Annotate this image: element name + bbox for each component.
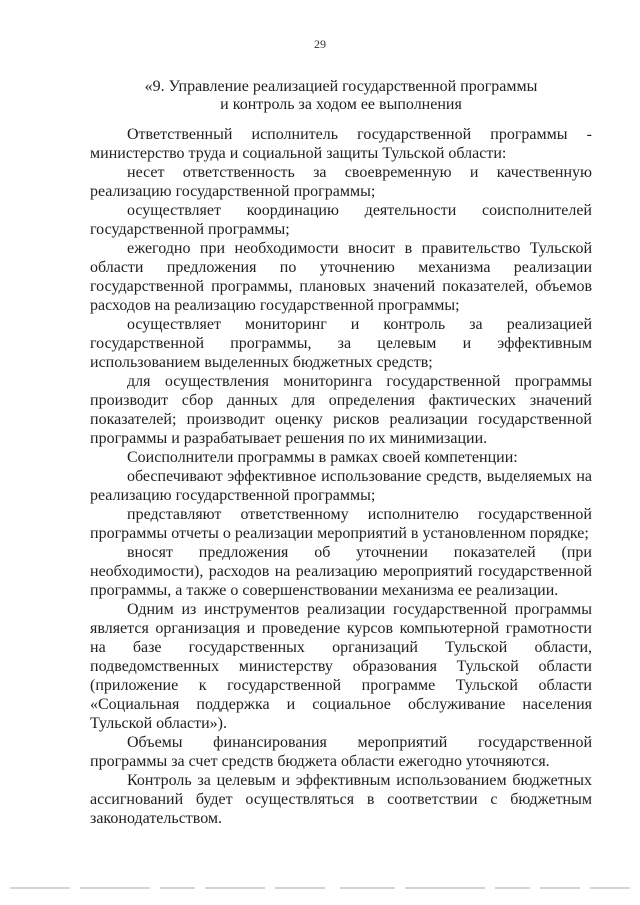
section-heading xyxy=(90,78,592,114)
paragraph-budget-control: Контроль за целевым и эффективным использованием бюджетных ассигнований будет осуществляться в соответствии с бюджетным законодательством. xyxy=(90,772,592,827)
paragraph-financing: Объемы финансирования мероприятий государственной программы за счет средств бюджета области ежегодно уточняются. xyxy=(90,734,592,770)
paragraph-responsible-executor: Ответственный исполнитель государственной программы - министерство труда и социальной защиты Тульской области: xyxy=(90,126,592,162)
section-heading-line-2: и контроль за ходом ее выполнения xyxy=(220,96,462,113)
document-body xyxy=(90,125,592,828)
page-number: 29 xyxy=(314,37,326,51)
paragraph-efficient-use: обеспечивают эффективное использование средств, выделяемых на реализацию государственной программы; xyxy=(90,468,592,504)
paragraph-computer-courses: Одним из инструментов реализации государственной программы является организация и проведение курсов компьютерной грамотности на базе государственных организаций Тульской области, подведомственных министерству образования Тульской области (приложение к государственной программе Тульской области «Социальная поддержка и социальное обслуживание населения Тульской области»). xyxy=(90,601,592,732)
paragraph-data-collection: для осуществления мониторинга государственной программы производит сбор данных для определения фактических значений показателей; производит оценку рисков реализации государственной программы и разрабатывает решения по их минимизации. xyxy=(90,373,592,447)
paragraph-proposals: ежегодно при необходимости вносит в правительство Тульской области предложения по уточнению механизма реализации государственной программы, плановых значений показателей, объемов расходов на реализацию государственной программы; xyxy=(90,240,592,314)
paragraph-reports: представляют ответственному исполнителю государственной программы отчеты о реализации мероприятий в установленном порядке; xyxy=(90,506,592,542)
paragraph-refinement: вносят предложения об уточнении показателей (при необходимости), расходов на реализацию мероприятий государственной программы, а также о совершенствовании механизма ее реализации. xyxy=(90,544,592,599)
section-heading-line-1: «9. Управление реализацией государственной программы xyxy=(144,78,538,95)
paragraph-co-executors: Соисполнители программы в рамках своей компетенции: xyxy=(127,449,518,466)
paragraph-monitoring: осуществляет мониторинг и контроль за реализацией государственной программы, за целевым и эффективным использованием выделенных бюджетных средств; xyxy=(90,316,592,371)
paragraph-responsibility: несет ответственность за своевременную и качественную реализацию государственной программы; xyxy=(90,164,592,200)
paragraph-coordination: осуществляет координацию деятельности соисполнителей государственной программы; xyxy=(90,202,592,238)
scan-artifact-line xyxy=(0,887,640,890)
